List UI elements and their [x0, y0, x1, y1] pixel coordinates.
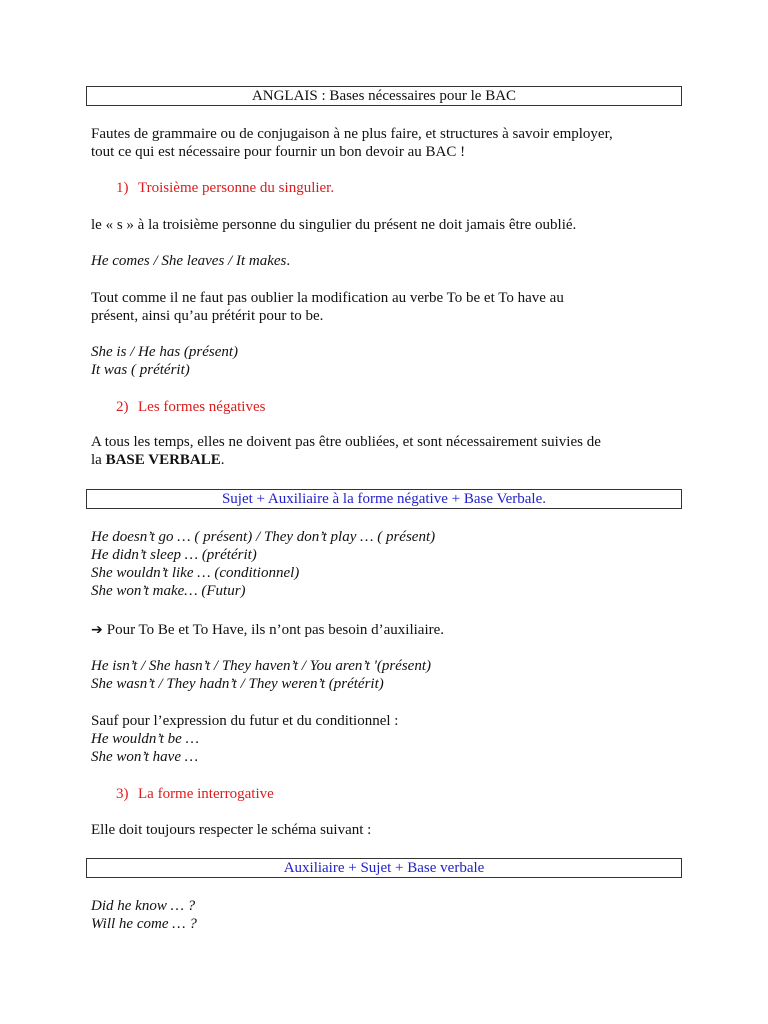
right-arrow-icon: ➔ — [91, 622, 103, 638]
section-number: 2) — [116, 399, 129, 415]
example-line: She is / He has (présent) — [91, 344, 239, 360]
title-box: ANGLAIS : Bases nécessaires pour le BAC — [86, 86, 682, 106]
section-title: Troisième personne du singulier. — [138, 180, 335, 196]
section-number: 3) — [116, 786, 129, 802]
rule-suffix: . — [220, 452, 225, 468]
section-number: 1) — [116, 180, 129, 196]
section3-examples — [91, 897, 691, 933]
exception-examples — [91, 730, 691, 766]
section-heading-2 — [116, 398, 265, 416]
section1-rule: le « s » à la troisième personne du singulier du présent ne doit jamais être oublié. — [91, 217, 577, 233]
rule-line: A tous les temps, elles ne doivent pas être oubliées, et sont nécessairement suivies de — [91, 434, 601, 450]
intro-line: tout ce qui est nécessaire pour fournir un bon devoir au BAC ! — [91, 144, 466, 160]
example-line: He doesn’t go … ( présent) / They don’t play … ( présent) — [91, 529, 436, 545]
section3-rule: Elle doit toujours respecter le schéma suivant : — [91, 822, 372, 838]
example-line: She wouldn’t like … (conditionnel) — [91, 565, 300, 581]
negative-formula-box: Sujet + Auxiliaire à la forme négative + Base Verbale. — [86, 489, 682, 509]
example-text: He comes / She leaves / It makes — [91, 253, 287, 269]
intro-line: Fautes de grammaire ou de conjugaison à ne plus faire, et structures à savoir employer, — [91, 126, 613, 142]
example-line: She won’t have … — [91, 749, 199, 765]
example-line: He didn’t sleep … (prétérit) — [91, 547, 257, 563]
example-line: Did he know … ? — [91, 898, 196, 914]
section1-example — [91, 252, 691, 270]
interrogative-formula-box: Auxiliaire + Sujet + Base verbale — [86, 858, 682, 878]
example-line: It was ( prétérit) — [91, 362, 190, 378]
example-line: He wouldn’t be … — [91, 731, 199, 747]
rule-prefix: la — [91, 452, 106, 468]
section-heading-1 — [116, 179, 334, 197]
section2-rule — [91, 433, 691, 469]
intro-paragraph — [91, 125, 691, 161]
section1-note — [91, 289, 691, 325]
section-title: La forme interrogative — [138, 786, 274, 802]
arrow-note-text: Pour To Be et To Have, ils n’ont pas besoin d’auxiliaire. — [106, 622, 445, 638]
section-heading-3 — [116, 785, 274, 803]
rule-line — [91, 451, 691, 469]
example-period: . — [286, 253, 291, 269]
exception-text: Sauf pour l’expression du futur et du conditionnel : — [91, 713, 399, 729]
section2-examples2 — [91, 657, 691, 693]
section1-examples — [91, 343, 691, 379]
example-line: She won’t make… (Futur) — [91, 583, 246, 599]
example-line: She wasn’t / They hadn’t / They weren’t (prétérit) — [91, 676, 384, 692]
note-line: Tout comme il ne faut pas oublier la modification au verbe To be et To have au — [91, 290, 564, 306]
example-line: He isn’t / She hasn’t / They haven’t / You aren’t '(présent) — [91, 658, 431, 674]
arrow-note — [91, 621, 691, 639]
note-line: présent, ainsi qu’au prétérit pour to be. — [91, 308, 324, 324]
section-title: Les formes négatives — [138, 399, 266, 415]
base-verbale-bold: BASE VERBALE — [105, 452, 221, 468]
section2-examples — [91, 528, 691, 600]
example-line: Will he come … ? — [91, 916, 197, 932]
